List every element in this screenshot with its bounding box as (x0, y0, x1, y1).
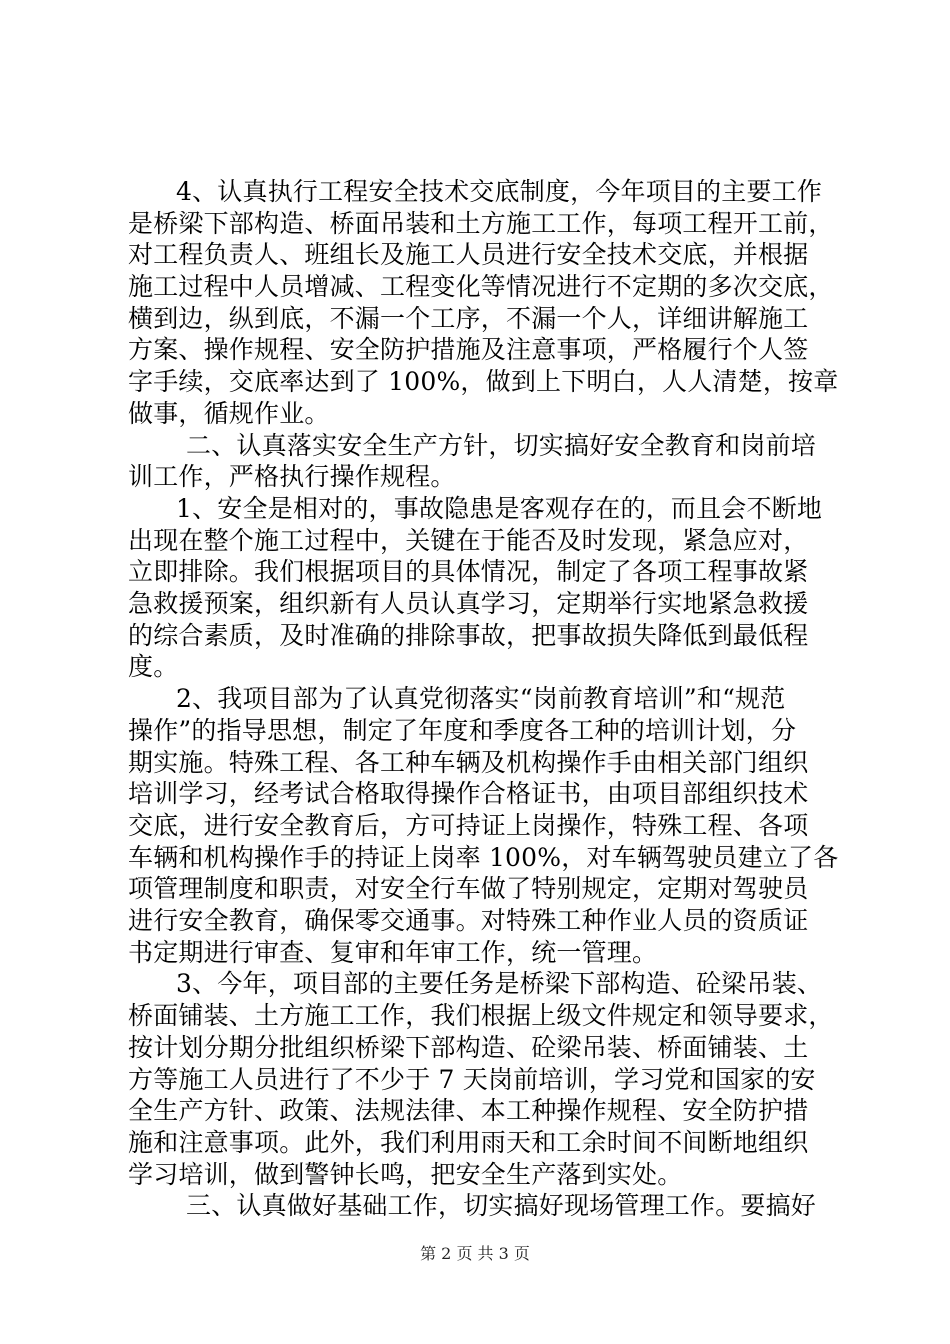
text-line: 方案、操作规程、安全防护措施及注意事项，严格履行个人签 (128, 335, 809, 365)
page-footer: 第 2 页 共 3 页 (420, 1244, 530, 1263)
text-line: 是桥梁下部构造、桥面吊装和土方施工工作，每项工程开工前， (128, 208, 834, 238)
text-line: 1、安全是相对的，事故隐患是客观存在的，而且会不断地 (176, 493, 823, 523)
text-line: 2、我项目部为了认真党彻落实“岗前教育培训”和“规范 (176, 684, 786, 714)
text-line: 交底，进行安全教育后，方可持证上岗操作，特殊工程、各项 (128, 810, 809, 840)
text-line: 操作”的指导思想，制定了年度和季度各工种的培训计划，分 (128, 715, 797, 745)
text-line: 立即排除。我们根据项目的具体情况，制定了各项工程事故紧 (128, 557, 809, 587)
text-line: 做事，循规作业。 (128, 398, 330, 428)
text-line: 横到边，纵到底，不漏一个工序，不漏一个人，详细讲解施工 (128, 303, 809, 333)
text-line: 书定期进行审查、复审和年审工作，统一管理。 (128, 937, 658, 967)
text-line: 学习培训，做到警钟长鸣，把安全生产落到实处。 (128, 1159, 683, 1189)
text-line: 按计划分期分批组织桥梁下部构造、砼梁吊装、桥面铺装、土 (128, 1032, 809, 1062)
text-line: 进行安全教育，确保零交通事。对特殊工种作业人员的资质证 (128, 906, 809, 936)
text-line: 车辆和机构操作手的持证上岗率 100%，对车辆驾驶员建立了各 (128, 842, 839, 872)
text-line: 度。 (128, 652, 179, 682)
text-line: 4、认真执行工程安全技术交底制度，今年项目的主要工作 (176, 177, 823, 206)
text-line: 对工程负责人、班组长及施工人员进行安全技术交底，并根据 (128, 240, 809, 270)
text-line: 培训学习，经考试合格取得操作合格证书，由项目部组织技术 (128, 779, 809, 809)
text-line: 训工作，严格执行操作规程。 (128, 462, 456, 492)
text-line: 施工过程中人员增减、工程变化等情况进行不定期的多次交底， (128, 272, 834, 302)
text-line: 出现在整个施工过程中，关键在于能否及时发现，紧急应对， (128, 525, 809, 555)
section-heading-2: 二、认真落实安全生产方针，切实搞好安全教育和岗前培 (186, 430, 817, 460)
section-heading-3: 三、认真做好基础工作，切实搞好现场管理工作。要搞好 (186, 1191, 817, 1221)
text-line: 桥面铺装、土方施工工作，我们根据上级文件规定和领导要求， (128, 1001, 834, 1031)
text-line: 字手续，交底率达到了 100%，做到上下明白，人人清楚，按章 (128, 367, 839, 397)
text-line: 期实施。特殊工程、各工种车辆及机构操作手由相关部门组织 (128, 747, 809, 777)
text-line: 施和注意事项。此外，我们利用雨天和工余时间不间断地组织 (128, 1127, 809, 1157)
text-line: 急救援预案，组织新有人员认真学习，定期举行实地紧急救援 (128, 589, 809, 619)
text-line: 3、今年，项目部的主要任务是桥梁下部构造、砼梁吊装、 (176, 969, 823, 999)
text-line: 项管理制度和职责，对安全行车做了特别规定，定期对驾驶员 (128, 874, 809, 904)
text-line: 方等施工人员进行了不少于 7 天岗前培训，学习党和国家的安 (128, 1064, 816, 1094)
text-line: 的综合素质，及时准确的排除事故，把事故损失降低到最低程 (128, 620, 809, 650)
text-line: 全生产方针、政策、法规法律、本工种操作规程、安全防护措 (128, 1096, 809, 1126)
